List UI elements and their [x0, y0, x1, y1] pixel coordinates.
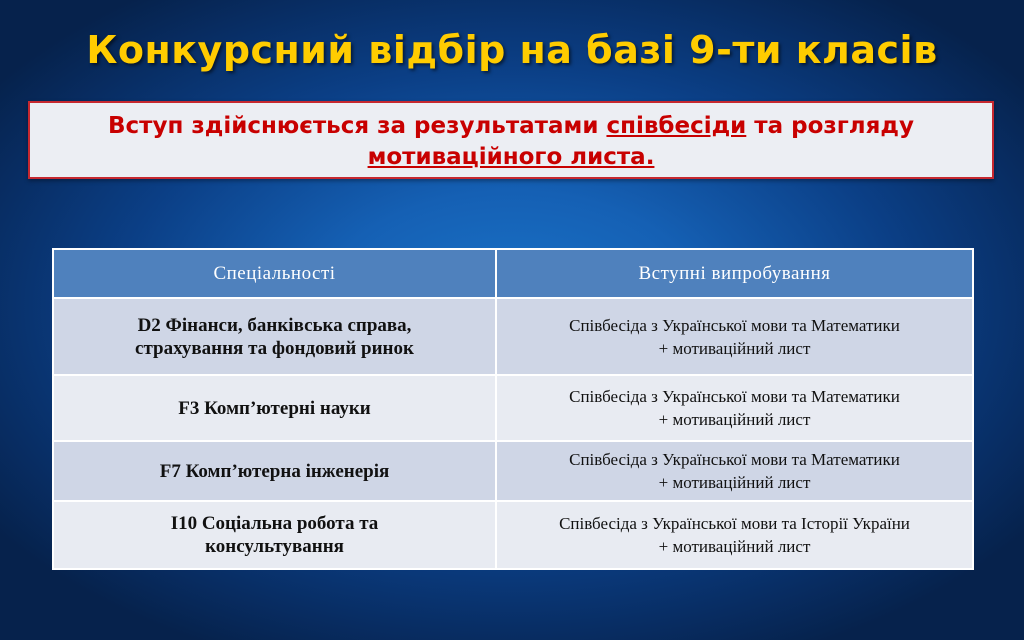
exam-cell — [496, 298, 973, 375]
header-entrance-exams: Вступні випробування — [496, 249, 973, 298]
specialty-cell — [53, 298, 496, 375]
exam-line: Співбесіда з Української мови та Математики — [569, 315, 900, 335]
specialty-line: F3 Комп’ютерні науки — [178, 397, 371, 419]
exam-line: + мотиваційний лист — [658, 338, 811, 358]
exam-cell — [496, 375, 973, 441]
header-specialties: Спеціальності — [53, 249, 496, 298]
exam-cell — [496, 441, 973, 501]
banner-text-part1: Вступ здійснюється за результатами — [108, 113, 607, 139]
slide-title: Конкурсний відбір на базі 9-ти класів — [86, 28, 938, 72]
specialty-line: F7 Комп’ютерна інженерія — [159, 460, 390, 482]
specialty-cell — [53, 441, 496, 501]
table-row — [53, 375, 973, 441]
specialty-line: страхування та фондовий ринок — [135, 337, 414, 359]
banner-text-part2: та розгляду — [746, 113, 914, 139]
exam-line: + мотиваційний лист — [658, 473, 811, 492]
specialty-cell — [53, 375, 496, 441]
table-header-row — [53, 249, 973, 298]
exam-line: Співбесіда з Української мови та Математики — [569, 387, 900, 406]
specialty-line: D2 Фінанси, банківська справа, — [137, 314, 412, 336]
exam-line: + мотиваційний лист — [658, 537, 811, 556]
specialty-line: консультування — [205, 536, 344, 557]
specialty-line: І10 Соціальна робота та — [170, 513, 379, 534]
specialties-table — [52, 248, 974, 570]
banner-highlight-interview: співбесіди — [606, 113, 747, 139]
admission-banner — [28, 101, 994, 179]
exam-line: Співбесіда з Української мови та Математики — [569, 450, 900, 469]
table-row — [53, 298, 973, 375]
exam-line: Співбесіда з Української мови та Історії України — [559, 514, 910, 533]
exam-line: + мотиваційний лист — [658, 410, 811, 429]
specialty-cell — [53, 501, 496, 569]
exam-cell — [496, 501, 973, 569]
banner-highlight-motivation-letter: мотиваційного листа. — [367, 144, 655, 170]
table-row — [53, 441, 973, 501]
table-row — [53, 501, 973, 569]
